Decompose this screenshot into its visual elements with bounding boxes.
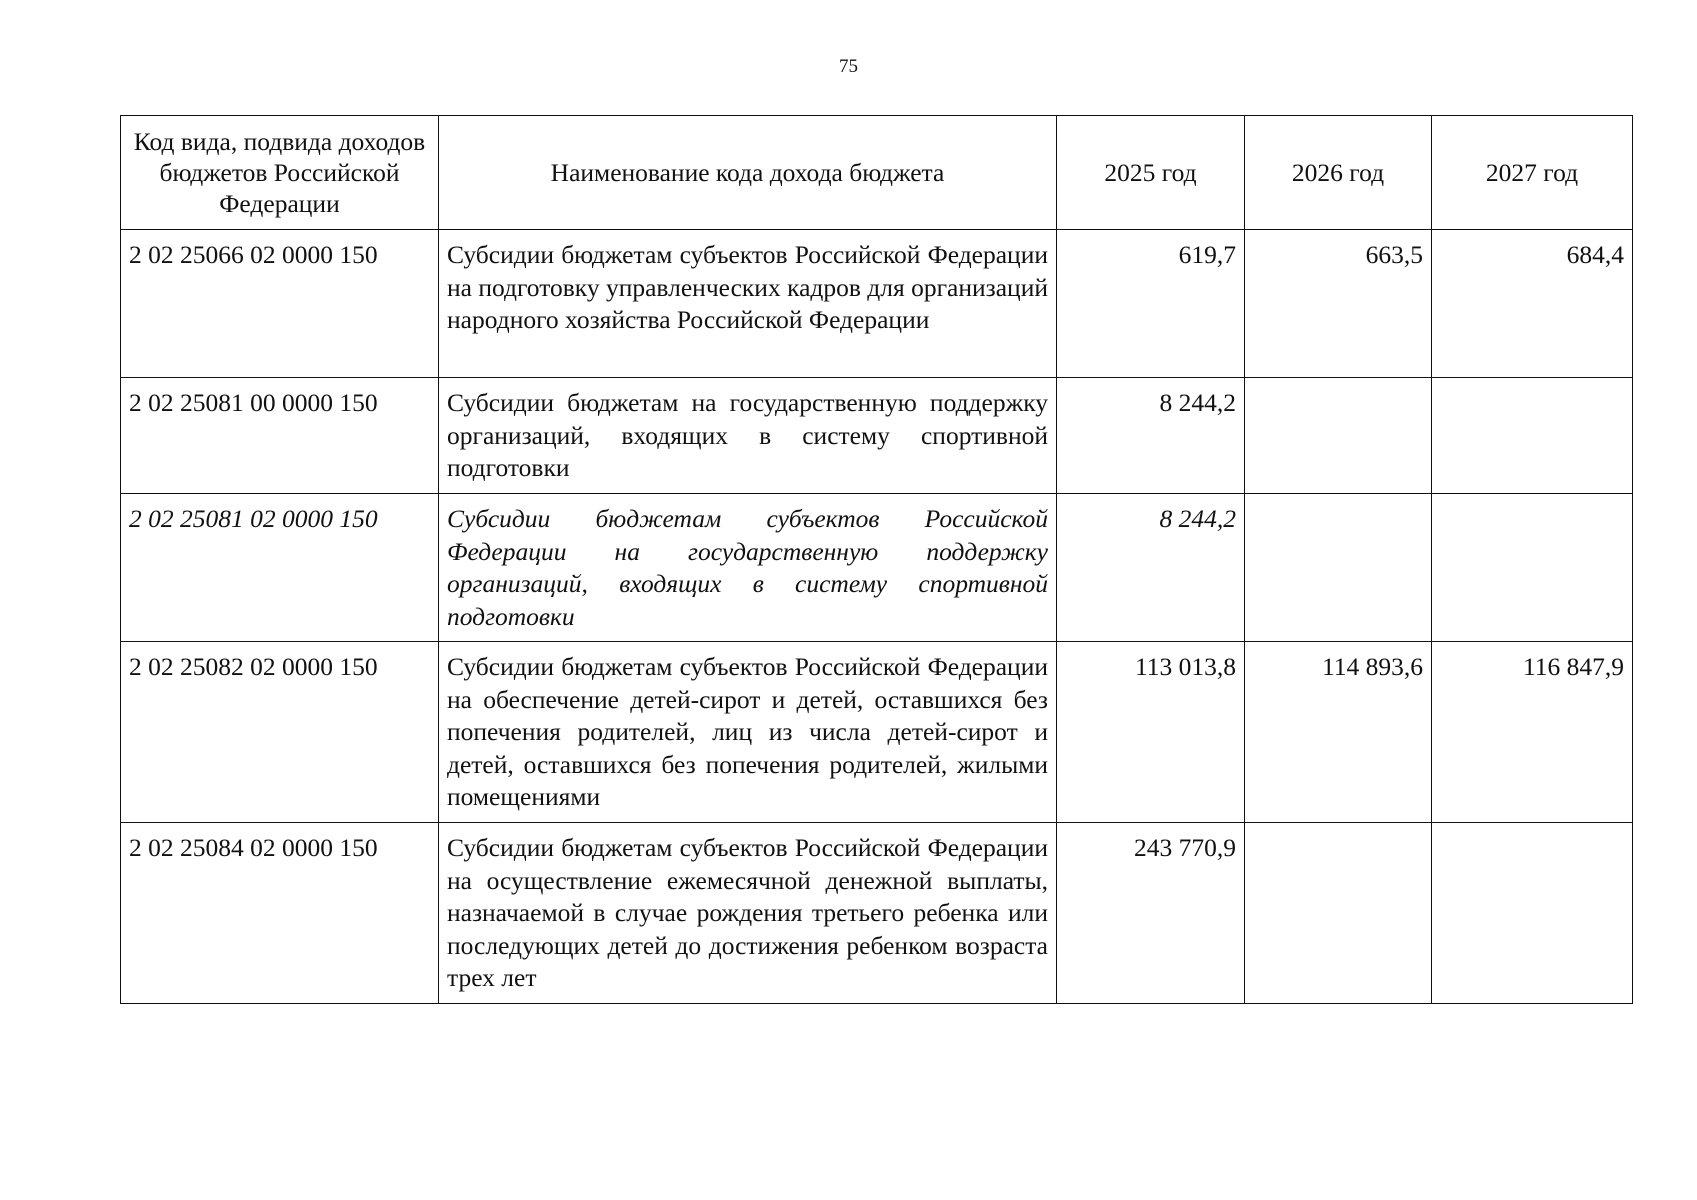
header-2025: 2025 год xyxy=(1057,116,1245,230)
cell-2026 xyxy=(1245,494,1432,642)
cell-code: 2 02 25081 00 0000 150 xyxy=(121,378,439,494)
cell-name: Субсидии бюджетам субъектов Российской Федерации на подготовку управленческих кадров для организаций народного хозяйства Российской Федерации xyxy=(439,230,1057,378)
table-row xyxy=(121,642,1633,823)
cell-code: 2 02 25066 02 0000 150 xyxy=(121,230,439,378)
table-row xyxy=(121,494,1633,642)
cell-2026 xyxy=(1245,378,1432,494)
cell-name: Субсидии бюджетам субъектов Российской Федерации на государственную поддержку организаций, входящих в систему спортивной подготовки xyxy=(439,494,1057,642)
cell-2025: 8 244,2 xyxy=(1057,378,1245,494)
header-2026: 2026 год xyxy=(1245,116,1432,230)
cell-name: Субсидии бюджетам субъектов Российской Федерации на осуществление ежемесячной денежной выплаты, назначаемой в случае рождения третьего ребенка или последующих детей до достижения ребенком возраста трех лет xyxy=(439,823,1057,1004)
cell-2027 xyxy=(1432,823,1633,1004)
cell-2027: 684,4 xyxy=(1432,230,1633,378)
table-row xyxy=(121,823,1633,1004)
table-row xyxy=(121,230,1633,378)
cell-2027: 116 847,9 xyxy=(1432,642,1633,823)
table-row xyxy=(121,378,1633,494)
cell-2027 xyxy=(1432,378,1633,494)
page-number: 75 xyxy=(839,56,858,77)
cell-name: Субсидии бюджетам субъектов Российской Федерации на обеспечение детей-сирот и детей, оставшихся без попечения родителей, лиц из числа детей-сирот и детей, оставшихся без попечения родителей, жилыми помещениями xyxy=(439,642,1057,823)
cell-2025: 243 770,9 xyxy=(1057,823,1245,1004)
cell-name: Субсидии бюджетам на государственную поддержку организаций, входящих в систему спортивной подготовки xyxy=(439,378,1057,494)
cell-2026 xyxy=(1245,823,1432,1004)
header-code: Код вида, подвида доходов бюджетов Российской Федерации xyxy=(121,116,439,230)
cell-2026: 663,5 xyxy=(1245,230,1432,378)
cell-2025: 8 244,2 xyxy=(1057,494,1245,642)
cell-2025: 113 013,8 xyxy=(1057,642,1245,823)
budget-revenue-table xyxy=(120,115,1633,1004)
cell-2027 xyxy=(1432,494,1633,642)
table-header-row xyxy=(121,116,1633,230)
header-name: Наименование кода дохода бюджета xyxy=(439,116,1057,230)
cell-2025: 619,7 xyxy=(1057,230,1245,378)
cell-code: 2 02 25084 02 0000 150 xyxy=(121,823,439,1004)
header-2027: 2027 год xyxy=(1432,116,1633,230)
cell-2026: 114 893,6 xyxy=(1245,642,1432,823)
cell-code: 2 02 25081 02 0000 150 xyxy=(121,494,439,642)
cell-code: 2 02 25082 02 0000 150 xyxy=(121,642,439,823)
